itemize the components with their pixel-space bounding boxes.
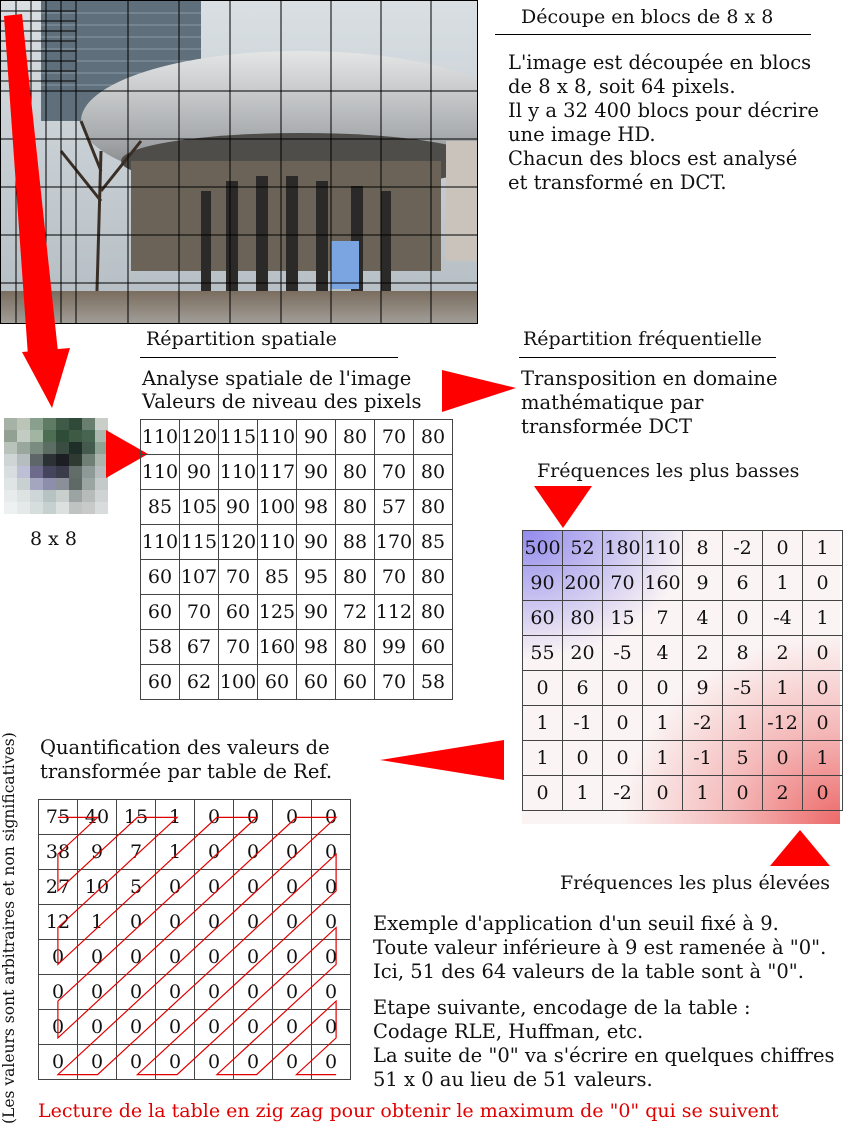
table-cell: 120 <box>219 525 258 560</box>
table-cell: -12 <box>763 706 803 741</box>
table-cell: 0 <box>39 1045 78 1080</box>
table-cell: 98 <box>297 630 336 665</box>
table-cell: 0 <box>273 1010 312 1045</box>
table-cell: -2 <box>683 706 723 741</box>
table-cell: -1 <box>683 741 723 776</box>
table-cell: 98 <box>297 490 336 525</box>
table-cell: 80 <box>336 490 375 525</box>
frequentielle-title: Répartition fréquentielle <box>523 328 762 350</box>
table-cell: 15 <box>603 601 643 636</box>
table-cell: 0 <box>117 905 156 940</box>
table-cell: 4 <box>643 636 683 671</box>
table-cell: 70 <box>219 560 258 595</box>
table-cell: 6 <box>723 566 763 601</box>
table-cell: 110 <box>141 525 180 560</box>
table-cell: 90 <box>297 420 336 455</box>
table-cell: 75 <box>39 800 78 835</box>
table-cell: 100 <box>258 490 297 525</box>
table-cell: 5 <box>117 870 156 905</box>
table-cell: 0 <box>803 776 843 811</box>
table-cell: 67 <box>180 630 219 665</box>
table-cell: 1 <box>723 706 763 741</box>
table-cell: 0 <box>234 905 273 940</box>
table-cell: 1 <box>156 800 195 835</box>
table-cell: 1 <box>803 741 843 776</box>
table-cell: 100 <box>219 665 258 700</box>
table-cell: 58 <box>414 665 453 700</box>
table-cell: 7 <box>117 835 156 870</box>
table-cell: 0 <box>117 1010 156 1045</box>
table-cell: 8 <box>683 531 723 566</box>
table-cell: 90 <box>297 525 336 560</box>
table-cell: 80 <box>414 595 453 630</box>
table-cell: 0 <box>312 940 351 975</box>
table-cell: 0 <box>312 800 351 835</box>
table-cell: 85 <box>258 560 297 595</box>
table-row <box>141 420 453 455</box>
table-cell: 160 <box>643 566 683 601</box>
table-cell: 110 <box>219 455 258 490</box>
high-frequency-label: Fréquences les plus élevées <box>560 872 830 894</box>
table-cell: 0 <box>803 566 843 601</box>
table-cell: 1 <box>523 706 563 741</box>
side-note: (Les valeurs sont arbitraires et non significatives) <box>0 732 18 1124</box>
table-cell: 70 <box>180 595 219 630</box>
table-cell: 0 <box>195 905 234 940</box>
table-row <box>523 741 843 776</box>
table-cell: 110 <box>258 420 297 455</box>
table-cell: 27 <box>39 870 78 905</box>
table-cell: 0 <box>117 1045 156 1080</box>
spatial-to-dct-arrow <box>440 366 518 416</box>
table-cell: -5 <box>723 671 763 706</box>
table-cell: 80 <box>414 490 453 525</box>
table-cell: 90 <box>297 595 336 630</box>
high-frequency-arrow <box>770 828 832 868</box>
table-row <box>141 525 453 560</box>
table-cell: 38 <box>39 835 78 870</box>
table-cell: 0 <box>156 870 195 905</box>
table-cell: 0 <box>273 975 312 1010</box>
table-row <box>523 531 843 566</box>
table-cell: 57 <box>375 490 414 525</box>
spatial-title: Répartition spatiale <box>146 328 337 350</box>
table-cell: -1 <box>563 706 603 741</box>
table-cell: 0 <box>156 940 195 975</box>
table-cell: 0 <box>603 706 643 741</box>
table-cell: 0 <box>312 870 351 905</box>
table-cell: 1 <box>523 741 563 776</box>
table-cell: 115 <box>180 525 219 560</box>
dct-values-table <box>522 530 843 811</box>
table-cell: 80 <box>336 630 375 665</box>
table-cell: 0 <box>117 975 156 1010</box>
table-cell: 60 <box>414 630 453 665</box>
table-cell: 85 <box>141 490 180 525</box>
table-cell: 0 <box>78 940 117 975</box>
table-cell: 1 <box>763 566 803 601</box>
table-row <box>141 560 453 595</box>
table-cell: 1 <box>643 741 683 776</box>
table-cell: 160 <box>258 630 297 665</box>
table-cell: 0 <box>234 1010 273 1045</box>
table-cell: 60 <box>141 560 180 595</box>
table-cell: 0 <box>312 1010 351 1045</box>
encoding-step: Etape suivante, encodage de la table : Codage RLE, Huffman, etc. La suite de "0" va s'écrire en quelques chiffres 51 x 0 au lieu de 51 valeurs. <box>373 996 835 1091</box>
table-cell: 0 <box>273 1045 312 1080</box>
table-cell: 2 <box>763 776 803 811</box>
table-cell: 99 <box>375 630 414 665</box>
table-cell: 60 <box>219 595 258 630</box>
table-cell: 0 <box>195 800 234 835</box>
table-cell: 7 <box>643 601 683 636</box>
block-size-label: 8 x 8 <box>30 528 77 550</box>
table-cell: 1 <box>803 601 843 636</box>
table-cell: 2 <box>763 636 803 671</box>
table-cell: 1 <box>683 776 723 811</box>
table-cell: 72 <box>336 595 375 630</box>
table-cell: 0 <box>803 706 843 741</box>
table-cell: 85 <box>414 525 453 560</box>
table-row <box>523 636 843 671</box>
table-cell: 0 <box>643 776 683 811</box>
table-cell: 0 <box>234 940 273 975</box>
table-cell: 0 <box>273 800 312 835</box>
table-cell: 60 <box>336 665 375 700</box>
table-cell: 0 <box>273 835 312 870</box>
table-cell: 0 <box>195 835 234 870</box>
table-cell: 170 <box>375 525 414 560</box>
table-cell: 0 <box>195 1045 234 1080</box>
table-cell: 0 <box>803 636 843 671</box>
table-cell: 0 <box>234 835 273 870</box>
table-cell: 80 <box>414 420 453 455</box>
table-cell: 12 <box>39 905 78 940</box>
zigzag-scan-path <box>38 799 356 1093</box>
table-cell: 80 <box>414 455 453 490</box>
table-cell: 5 <box>723 741 763 776</box>
table-cell: -5 <box>603 636 643 671</box>
table-cell: 0 <box>156 1010 195 1045</box>
table-cell: -4 <box>763 601 803 636</box>
table-cell: 88 <box>336 525 375 560</box>
table-cell: 52 <box>563 531 603 566</box>
table-cell: 115 <box>219 420 258 455</box>
table-cell: 15 <box>117 800 156 835</box>
table-cell: 500 <box>523 531 563 566</box>
table-cell: 105 <box>180 490 219 525</box>
table-cell: 90 <box>297 455 336 490</box>
table-cell: 20 <box>563 636 603 671</box>
table-row <box>523 671 843 706</box>
decoupe-title: Découpe en blocs de 8 x 8 <box>521 6 774 28</box>
table-cell: 9 <box>78 835 117 870</box>
table-cell: 55 <box>523 636 563 671</box>
table-cell: 0 <box>563 741 603 776</box>
table-cell: 9 <box>683 566 723 601</box>
table-cell: 1 <box>803 531 843 566</box>
low-frequency-label: Fréquences les plus basses <box>537 460 800 482</box>
table-cell: 0 <box>312 905 351 940</box>
table-cell: 0 <box>523 776 563 811</box>
table-cell: 0 <box>78 1045 117 1080</box>
table-cell: 90 <box>219 490 258 525</box>
table-cell: 110 <box>258 525 297 560</box>
table-cell: 180 <box>603 531 643 566</box>
table-cell: -2 <box>603 776 643 811</box>
table-cell: 70 <box>603 566 643 601</box>
table-cell: 0 <box>234 975 273 1010</box>
table-cell: 0 <box>312 1045 351 1080</box>
table-cell: 0 <box>156 1045 195 1080</box>
table-cell: 0 <box>195 1010 234 1045</box>
dct-to-quant-arrow <box>378 736 506 784</box>
table-cell: 110 <box>643 531 683 566</box>
table-cell: 0 <box>312 835 351 870</box>
table-cell: 70 <box>375 665 414 700</box>
block-zoom-arrow <box>0 0 120 420</box>
table-cell: 6 <box>563 671 603 706</box>
table-cell: 0 <box>156 975 195 1010</box>
table-cell: 0 <box>312 975 351 1010</box>
table-cell: 200 <box>563 566 603 601</box>
table-cell: 80 <box>336 420 375 455</box>
table-cell: 0 <box>195 870 234 905</box>
table-cell: 95 <box>297 560 336 595</box>
frequentielle-description: Transposition en domaine mathématique par transformée DCT <box>521 367 778 438</box>
table-cell: 1 <box>643 706 683 741</box>
table-cell: 125 <box>258 595 297 630</box>
table-cell: 8 <box>723 636 763 671</box>
table-row <box>523 706 843 741</box>
table-cell: 0 <box>156 905 195 940</box>
table-cell: 10 <box>78 870 117 905</box>
table-cell: 117 <box>258 455 297 490</box>
table-row <box>141 490 453 525</box>
decoupe-description: L'image est découpée en blocs de 8 x 8, soit 64 pixels. Il y a 32 400 blocs pour décrire une image HD. Chacun des blocs est analysé et transformé en DCT. <box>508 51 819 194</box>
table-cell: 1 <box>156 835 195 870</box>
table-cell: 0 <box>78 975 117 1010</box>
table-cell: 0 <box>78 1010 117 1045</box>
table-row <box>141 595 453 630</box>
table-cell: 60 <box>297 665 336 700</box>
table-cell: 0 <box>603 671 643 706</box>
table-cell: 80 <box>336 455 375 490</box>
table-cell: 80 <box>563 601 603 636</box>
table-row <box>523 776 843 811</box>
decoupe-underline <box>495 34 811 35</box>
low-frequency-arrow <box>532 484 594 530</box>
table-cell: 0 <box>723 601 763 636</box>
table-cell: 0 <box>234 800 273 835</box>
table-cell: 90 <box>180 455 219 490</box>
table-cell: 0 <box>195 975 234 1010</box>
table-cell: 110 <box>141 455 180 490</box>
table-cell: 120 <box>180 420 219 455</box>
table-cell: 1 <box>763 671 803 706</box>
table-cell: 90 <box>523 566 563 601</box>
table-cell: 62 <box>180 665 219 700</box>
table-cell: 4 <box>683 601 723 636</box>
table-cell: 0 <box>234 1045 273 1080</box>
table-cell: 1 <box>563 776 603 811</box>
table-cell: 9 <box>683 671 723 706</box>
table-cell: -2 <box>723 531 763 566</box>
table-cell: 112 <box>375 595 414 630</box>
table-cell: 0 <box>803 671 843 706</box>
spatial-values-table <box>140 419 453 700</box>
table-cell: 0 <box>39 1010 78 1045</box>
quantification-description: Quantification des valeurs de transformée par table de Ref. <box>40 736 333 783</box>
table-cell: 58 <box>141 630 180 665</box>
table-cell: 0 <box>234 870 273 905</box>
table-cell: 60 <box>523 601 563 636</box>
table-cell: 110 <box>141 420 180 455</box>
table-cell: 0 <box>39 940 78 975</box>
table-cell: 0 <box>273 940 312 975</box>
table-cell: 60 <box>141 595 180 630</box>
spatial-description: Analyse spatiale de l'image Valeurs de niveau des pixels <box>142 367 422 413</box>
table-cell: 70 <box>375 455 414 490</box>
frequentielle-underline <box>519 357 776 358</box>
pixel-block-thumbnail <box>4 418 108 518</box>
table-cell: 0 <box>523 671 563 706</box>
table-row <box>141 455 453 490</box>
table-cell: 0 <box>643 671 683 706</box>
table-cell: 0 <box>39 975 78 1010</box>
table-cell: 40 <box>78 800 117 835</box>
table-row <box>141 665 453 700</box>
table-cell: 60 <box>258 665 297 700</box>
table-cell: 2 <box>683 636 723 671</box>
zigzag-footer: Lecture de la table en zig zag pour obtenir le maximum de "0" qui se suivent <box>38 1100 779 1122</box>
table-cell: 0 <box>273 905 312 940</box>
table-cell: 107 <box>180 560 219 595</box>
table-cell: 80 <box>336 560 375 595</box>
table-cell: 0 <box>117 940 156 975</box>
threshold-example: Exemple d'application d'un seuil fixé à 9. Toute valeur inférieure à 9 est ramenée à "0". Ici, 51 des 64 valeurs de la table sont à "0". <box>373 912 827 983</box>
table-cell: 70 <box>375 560 414 595</box>
table-cell: 0 <box>723 776 763 811</box>
table-cell: 0 <box>273 870 312 905</box>
table-cell: 80 <box>414 560 453 595</box>
table-cell: 0 <box>763 531 803 566</box>
table-row <box>523 566 843 601</box>
table-cell: 60 <box>141 665 180 700</box>
table-cell: 0 <box>763 741 803 776</box>
table-row <box>141 630 453 665</box>
table-cell: 70 <box>375 420 414 455</box>
table-cell: 1 <box>78 905 117 940</box>
table-cell: 0 <box>195 940 234 975</box>
table-row <box>523 601 843 636</box>
table-cell: 70 <box>219 630 258 665</box>
table-cell: 0 <box>603 741 643 776</box>
spatial-underline <box>140 357 398 358</box>
